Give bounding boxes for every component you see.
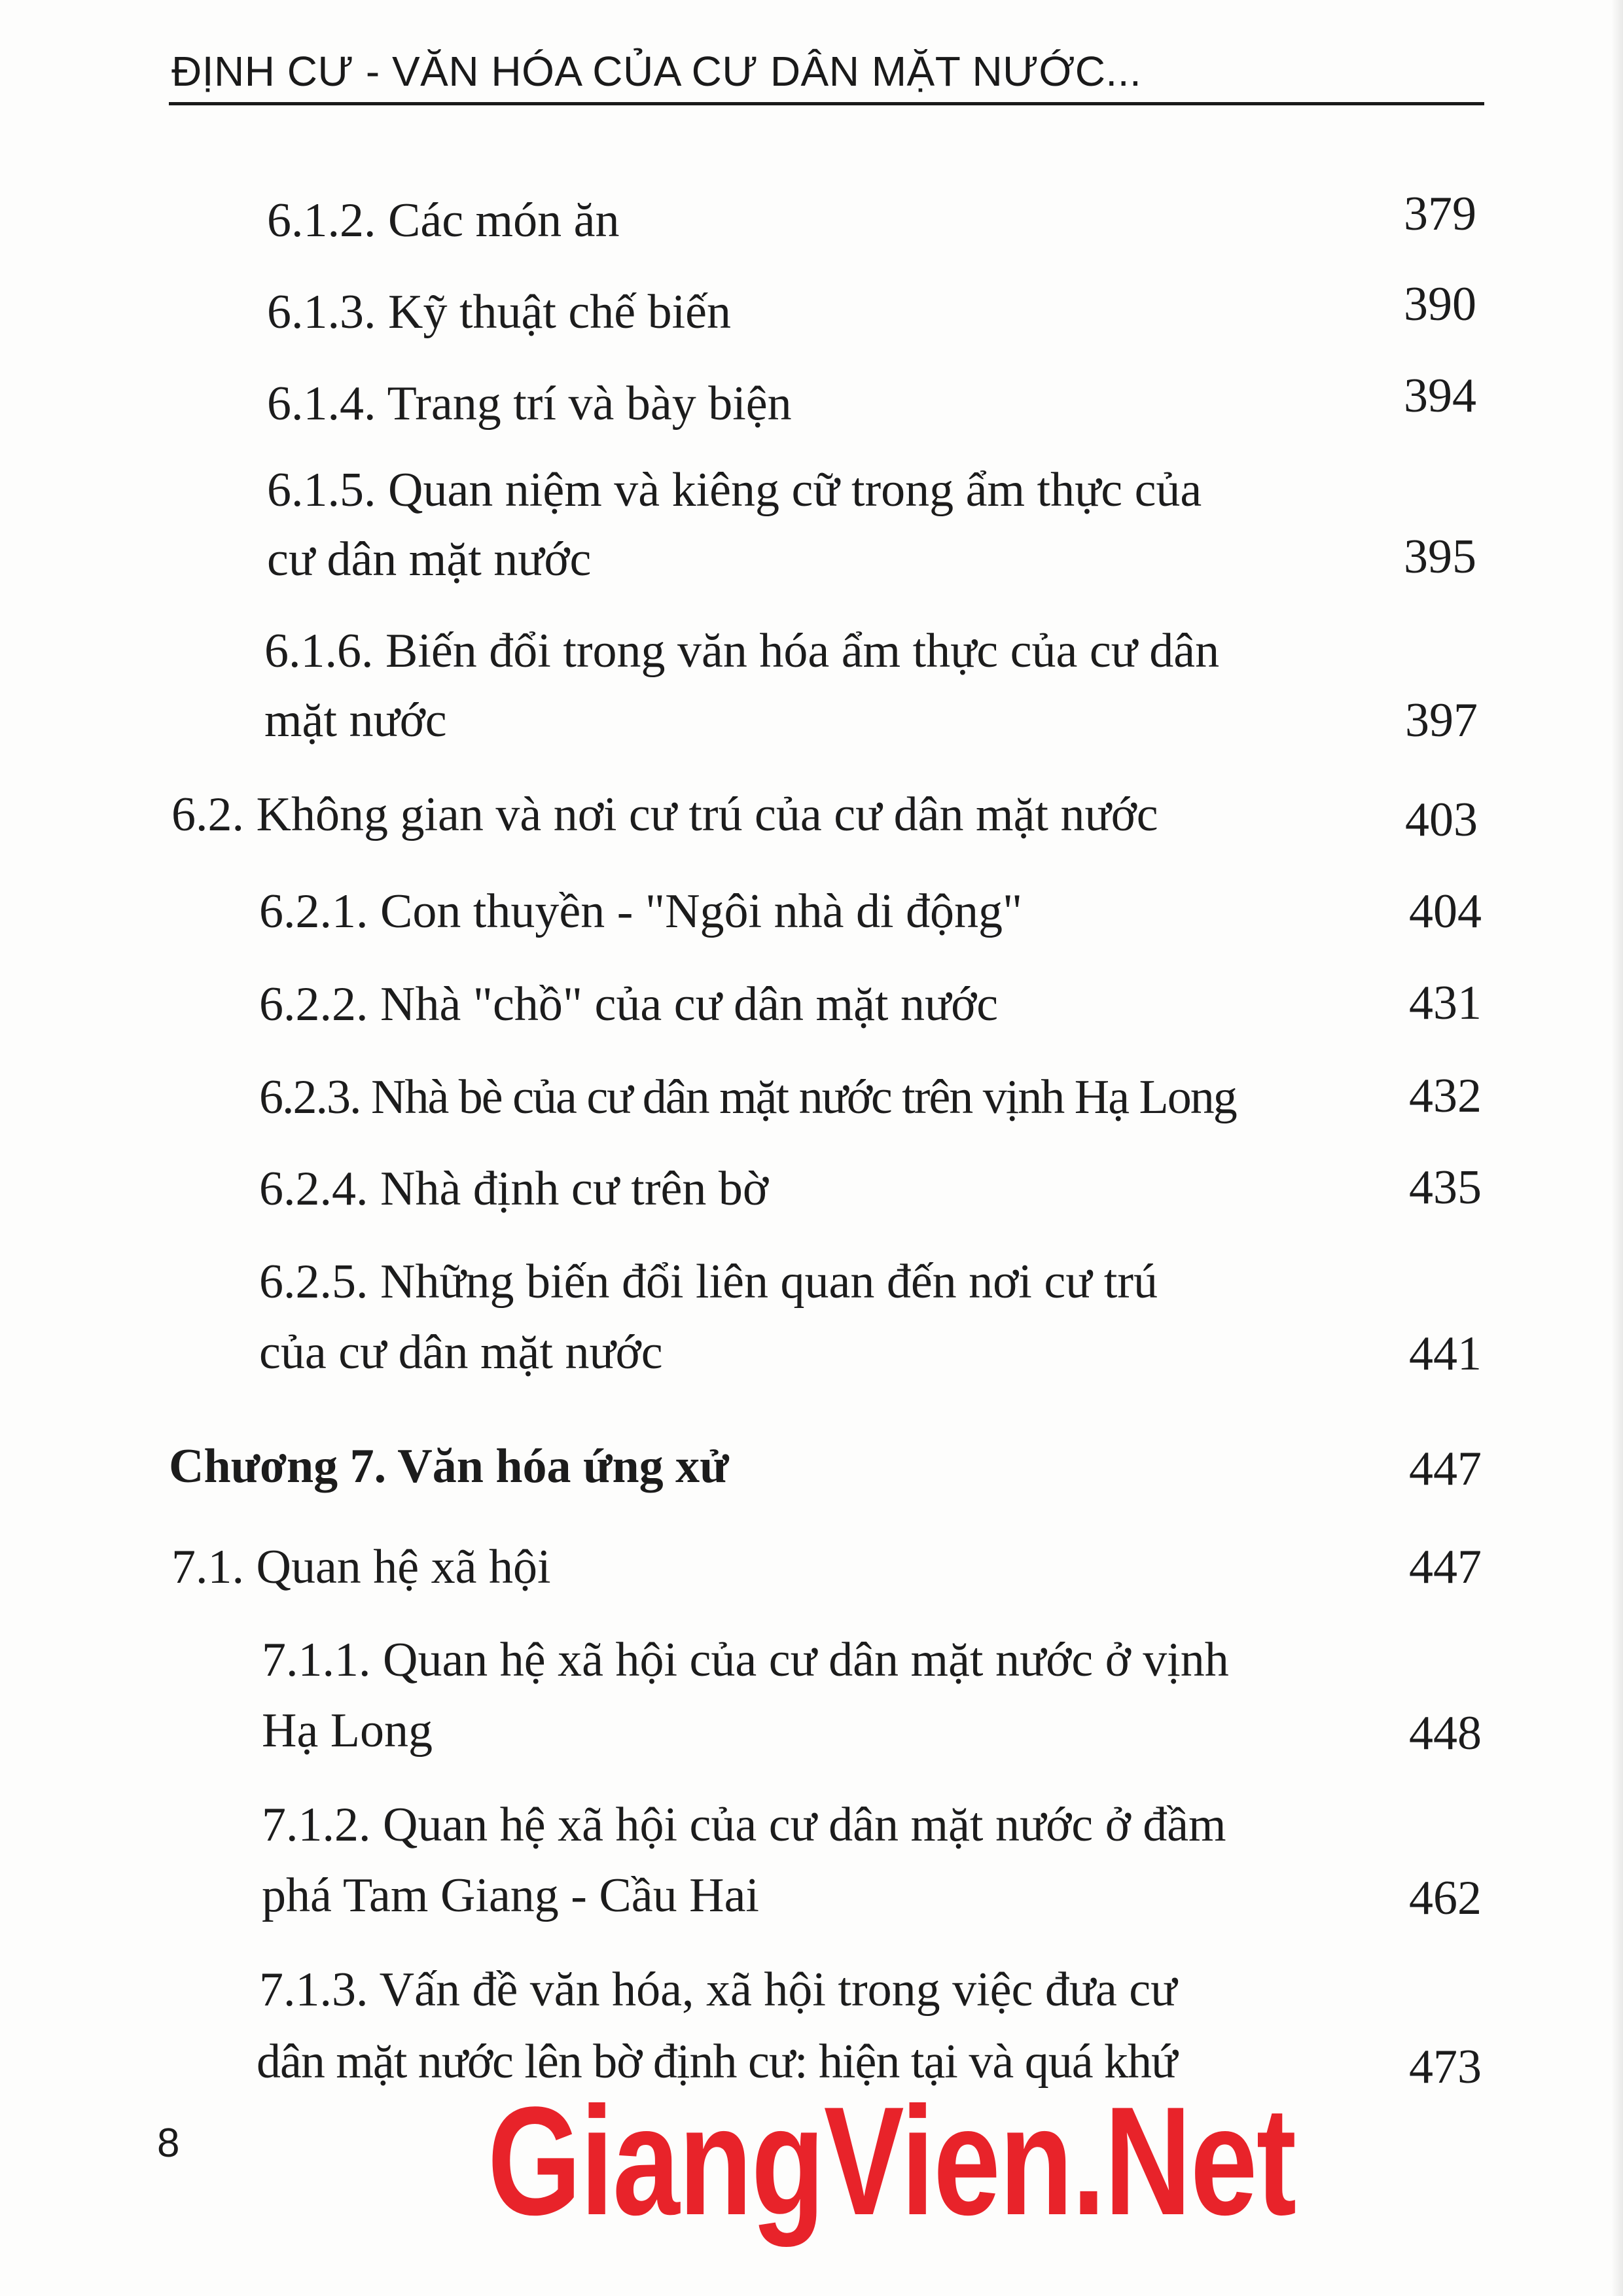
toc-entry-6-2-3-line-1: 6.2.3. Nhà bè của cư dân mặt nước trên vịnh Hạ Long: [259, 1070, 1236, 1124]
toc-entry-6-1-2-page: 379: [1404, 187, 1476, 241]
toc-entry-6-1-6-page: 397: [1405, 694, 1478, 747]
toc-entry-6-1-2-line-1: 6.1.2. Các món ăn: [267, 194, 620, 247]
toc-entry-7-1-1-line-2: Hạ Long: [262, 1704, 433, 1757]
running-header: ĐỊNH CƯ - VĂN HÓA CỦA CƯ DÂN MẶT NƯỚC...: [171, 48, 1142, 95]
toc-entry-6-1-3-page: 390: [1404, 277, 1476, 331]
toc-entry-6-2-4-page: 435: [1409, 1161, 1482, 1214]
toc-entry-7-1-3-line-1: 7.1.3. Vấn đề văn hóa, xã hội trong việc đưa cư: [259, 1963, 1177, 2017]
toc-entry-6-2-4-line-1: 6.2.4. Nhà định cư trên bờ: [259, 1162, 768, 1216]
toc-entry-7-1-3-page: 473: [1409, 2040, 1482, 2094]
toc-entry-6-2-1-line-1: 6.2.1. Con thuyền - "Ngôi nhà di động": [259, 885, 1023, 938]
toc-chapter-7-page: 447: [1409, 1442, 1482, 1496]
toc-entry-6-2-1-page: 404: [1409, 885, 1482, 938]
toc-entry-6-2-2-line-1: 6.2.2. Nhà "chồ" của cư dân mặt nước: [259, 978, 999, 1031]
watermark-logo: GiangVien.Net: [488, 2075, 1296, 2248]
toc-entry-7-1-3-line-2: dân mặt nước lên bờ định cư: hiện tại và quá khứ: [257, 2035, 1177, 2089]
toc-entry-7-1-2-line-1: 7.1.2. Quan hệ xã hội của cư dân mặt nước ở đầm: [262, 1798, 1226, 1852]
toc-chapter-7-line-1: Chương 7. Văn hóa ứng xử: [169, 1439, 729, 1493]
toc-entry-7-1-2-line-2: phá Tam Giang - Cầu Hai: [262, 1869, 759, 1922]
toc-entry-7-1-1-line-1: 7.1.1. Quan hệ xã hội của cư dân mặt nước ở vịnh: [262, 1633, 1229, 1687]
toc-entry-7-1-2-page: 462: [1409, 1871, 1482, 1925]
page-number: 8: [157, 2121, 180, 2166]
toc-entry-6-1-3-line-1: 6.1.3. Kỹ thuật chế biến: [267, 285, 731, 339]
toc-section-6-2-page: 403: [1405, 793, 1478, 847]
toc-entry-6-1-5-line-2: cư dân mặt nước: [267, 533, 592, 586]
toc-section-6-2-line-1: 6.2. Không gian và nơi cư trú của cư dân mặt nước: [171, 788, 1158, 841]
toc-entry-6-2-2-page: 431: [1409, 976, 1482, 1030]
toc-entry-6-1-4-page: 394: [1404, 369, 1476, 423]
toc-entry-6-2-5-page: 441: [1409, 1327, 1482, 1381]
toc-entry-7-1-1-page: 448: [1409, 1706, 1482, 1760]
toc-entry-6-1-6-line-2: mặt nước: [264, 694, 447, 747]
toc-section-7-1-line-1: 7.1. Quan hệ xã hội: [171, 1540, 551, 1594]
header-rule: [169, 102, 1484, 105]
toc-entry-6-2-3-page: 432: [1409, 1069, 1482, 1123]
toc-entry-6-2-5-line-1: 6.2.5. Những biến đổi liên quan đến nơi cư trú: [259, 1255, 1158, 1309]
toc-entry-6-1-5-page: 395: [1404, 530, 1476, 584]
toc-entry-6-1-5-line-1: 6.1.5. Quan niệm và kiêng cữ trong ẩm thực của: [267, 463, 1202, 517]
toc-section-7-1-page: 447: [1409, 1540, 1482, 1594]
toc-entry-6-1-4-line-1: 6.1.4. Trang trí và bày biện: [267, 377, 792, 431]
toc-entry-6-2-5-line-2: của cư dân mặt nước: [259, 1326, 663, 1379]
toc-entry-6-1-6-line-1: 6.1.6. Biến đổi trong văn hóa ẩm thực của cư dân: [264, 624, 1220, 678]
page-edge-shadow: [1611, 0, 1623, 2296]
